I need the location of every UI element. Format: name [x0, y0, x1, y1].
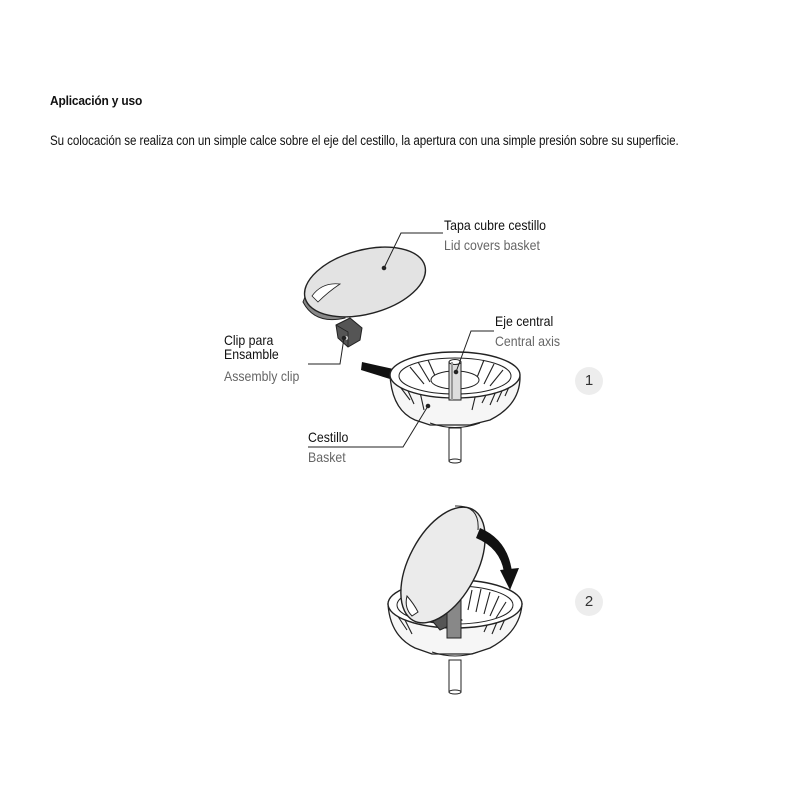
- basket-illustration: [390, 352, 520, 463]
- section-description: Su colocación se realiza con un simple calce sobre el eje del cestillo, la apertura con una simple presión sobre su superficie.: [50, 133, 679, 148]
- clip-label-en: Assembly clip: [224, 368, 300, 384]
- axis-label-es: Eje central: [495, 313, 554, 329]
- step-2-badge: 2: [575, 588, 603, 616]
- clip-label-es-line2: Ensamble: [224, 346, 279, 362]
- clip-label-es-line1: Clip para: [224, 332, 274, 348]
- section-title: Aplicación y uso: [50, 93, 143, 108]
- basket-label-es: Cestillo: [308, 429, 349, 445]
- lid-label-en: Lid covers basket: [444, 237, 540, 253]
- basket-open-illustration: [383, 493, 522, 694]
- step-1-badge: 1: [575, 367, 603, 395]
- assembly-clip-illustration: [336, 318, 362, 347]
- lid-label-es: Tapa cubre cestillo: [444, 217, 547, 233]
- axis-label-en: Central axis: [495, 333, 561, 349]
- basket-label-en: Basket: [308, 449, 346, 465]
- lid-illustration: [297, 235, 433, 329]
